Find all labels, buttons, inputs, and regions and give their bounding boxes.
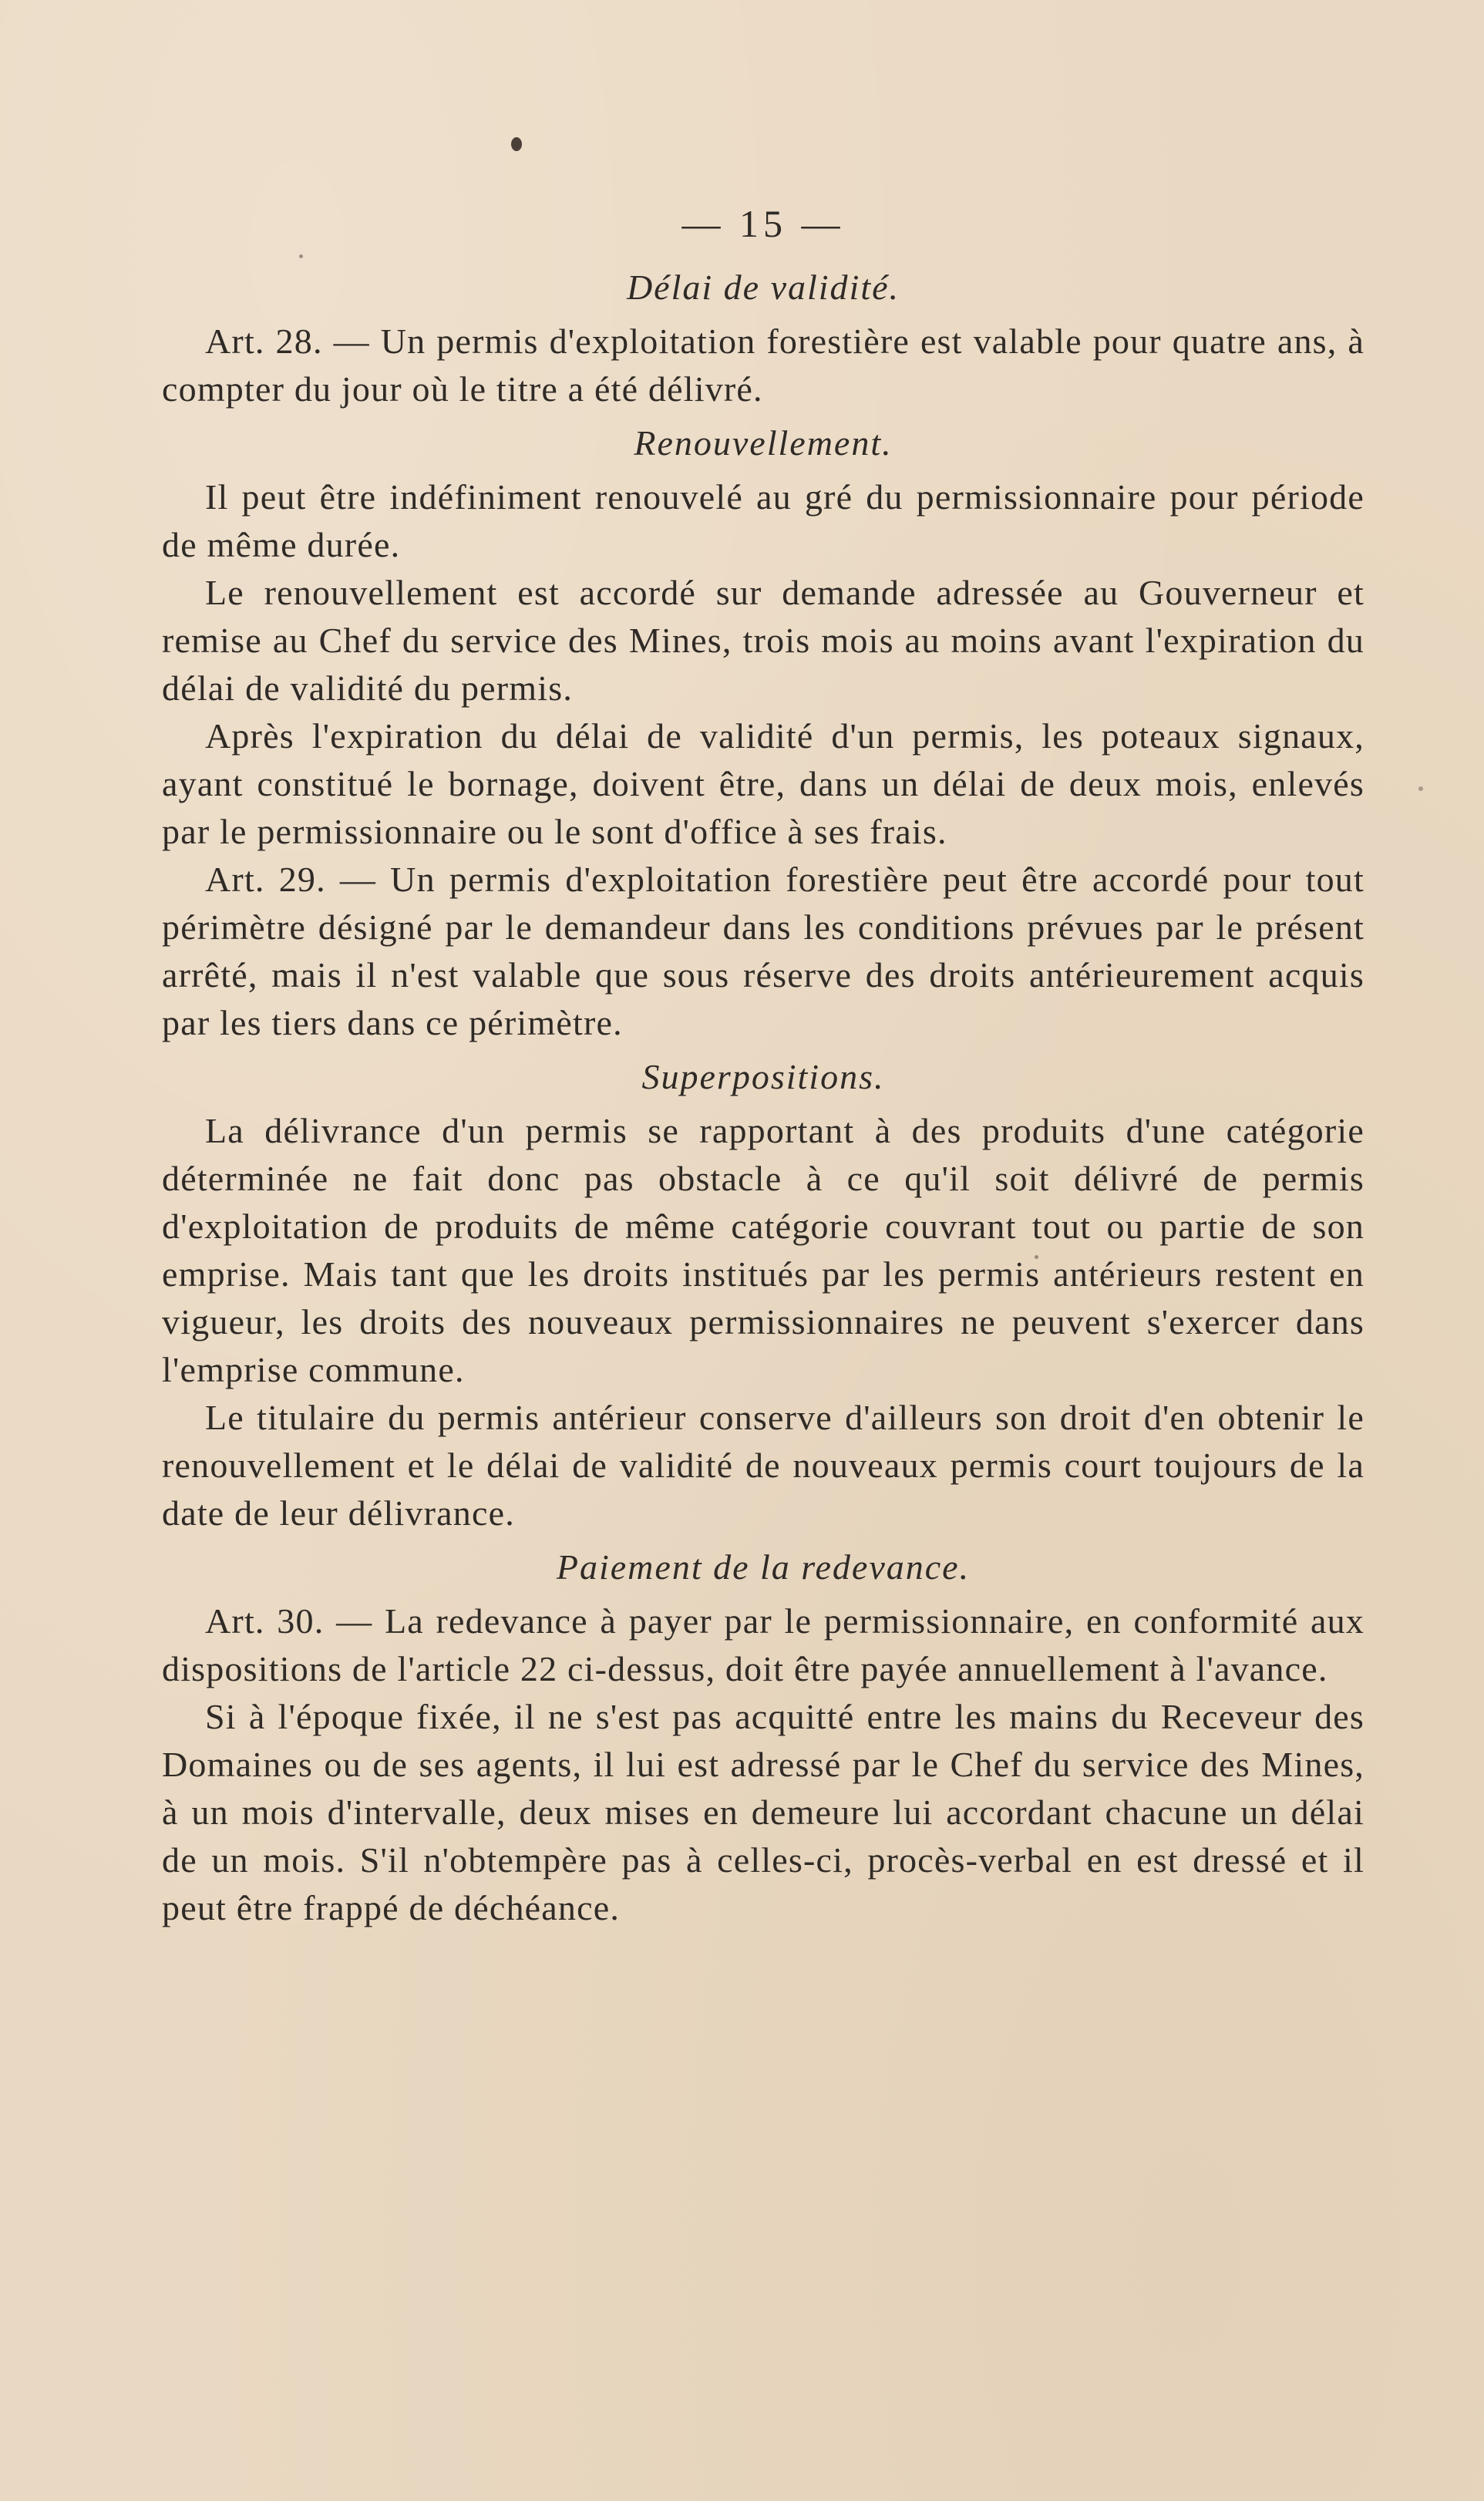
paragraph: Le renouvellement est accordé sur demande adressée au Gouverneur et remise au Chef du service des Mines, trois mois au moins avant l'expiration du délai de validité du permis. bbox=[162, 573, 1365, 708]
paragraph-art-29: Art. 29. — Un permis d'exploitation forestière peut être accordé pour tout périmètre désigné par le demandeur dans les conditions prévues par le présent arrêté, mais il n'est valable que sous réserve des droits antérieurement acquis par les tiers dans ce périmètre. bbox=[162, 860, 1365, 1042]
paragraph: Le titulaire du permis antérieur conserve d'ailleurs son droit d'en obtenir le renouvellement et le délai de validité de nouveaux permis court toujours de la date de leur délivrance. bbox=[162, 1398, 1365, 1533]
section-paiement-de-la-redevance bbox=[162, 1543, 1365, 1932]
section-heading: Superpositions. bbox=[641, 1057, 885, 1096]
paragraph: La délivrance d'un permis se rapportant à des produits d'une catégorie déterminée ne fait donc pas obstacle à ce qu'il soit délivré de permis d'exploitation de produits de même catégorie couvrant tout ou partie de son emprise. Mais tant que les droits institués par les permis antérieurs restent en vigueur, les droits des nouveaux permissionnaires ne peuvent s'exercer dans l'emprise commune. bbox=[162, 1111, 1365, 1389]
page-text bbox=[162, 193, 1365, 1932]
section-superpositions bbox=[162, 1053, 1365, 1537]
section-heading: Renouvellement. bbox=[634, 423, 893, 463]
paragraph: Il peut être indéfiniment renouvelé au gré du permissionnaire pour période de même durée. bbox=[162, 477, 1365, 564]
ink-speck bbox=[1418, 786, 1423, 791]
ink-speck bbox=[511, 137, 522, 151]
paragraph-art-30: Art. 30. — La redevance à payer par le permissionnaire, en conformité aux dispositions de l'article 22 ci-dessus, doit être payée annuellement à l'avance. bbox=[162, 1601, 1365, 1688]
section-heading: Délai de validité. bbox=[626, 268, 900, 307]
section-renouvellement bbox=[162, 419, 1365, 1047]
section-heading: Paiement de la redevance. bbox=[556, 1547, 971, 1587]
paragraph: Si à l'époque fixée, il ne s'est pas acquitté entre les mains du Receveur des Domaines ou de ses agents, il lui est adressé par le Chef du service des Mines, à un mois d'intervalle, deux mises en demeure lui accordant chacune un délai de un mois. S'il n'obtempère pas à celles-ci, procès-verbal en est dressé et il peut être frappé de déchéance. bbox=[162, 1697, 1365, 1927]
page-number: — 15 — bbox=[681, 202, 845, 245]
paragraph-art-28: Art. 28. — Un permis d'exploitation forestière est valable pour quatre ans, à compter du jour où le titre a été délivré. bbox=[162, 321, 1365, 409]
paragraph: Après l'expiration du délai de validité d'un permis, les poteaux signaux, ayant constitué le bornage, doivent être, dans un délai de deux mois, enlevés par le permissionnaire ou le sont d'office à ses frais. bbox=[162, 716, 1365, 851]
section-delai-de-validite bbox=[162, 264, 1365, 413]
